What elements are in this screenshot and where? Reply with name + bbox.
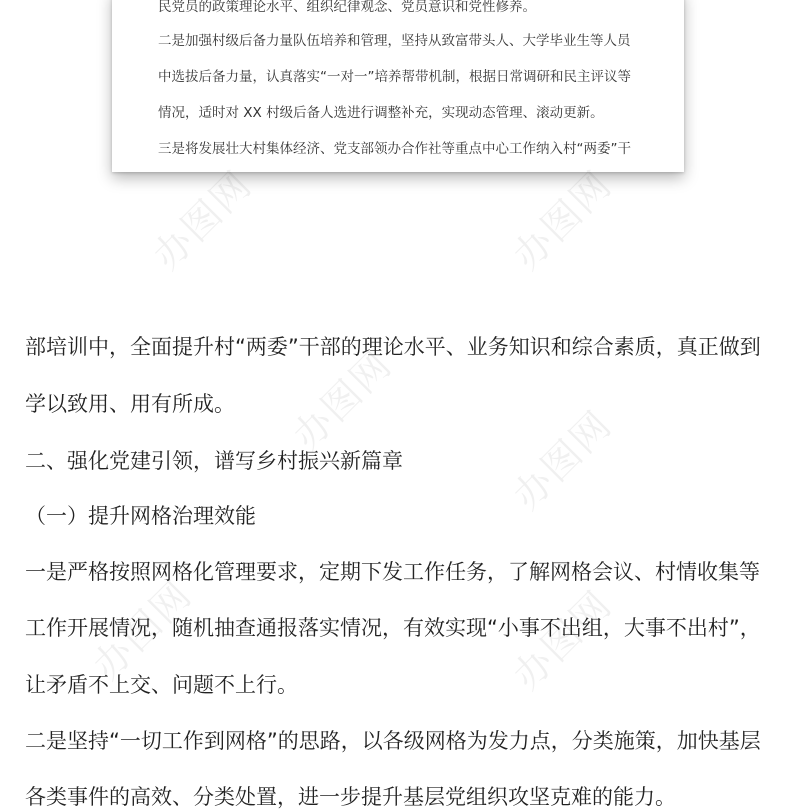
paragraph-line: 学以致用、用有所成。 [25, 392, 235, 416]
card-text-line: 中选拔后备力量，认真落实“一对一”培养帮带机制，根据日常调研和民主评议等 [158, 69, 631, 85]
watermark-text: 办图网 [504, 581, 621, 698]
paragraph-line: 部培训中，全面提升村“两委”干部的理论水平、业务知识和综合素质，真正做到 [25, 335, 761, 359]
paragraph-line: 工作开展情况，随机抽查通报落实情况，有效实现“小事不出组，大事不出村”， [25, 616, 761, 640]
subsection-heading: （一）提升网格治理效能 [25, 504, 256, 528]
section-heading: 二、强化党建引领，谱写乡村振兴新篇章 [25, 449, 403, 473]
paragraph-line: 一是严格按照网格化管理要求，定期下发工作任务，了解网格会议、村情收集等 [25, 560, 760, 584]
paragraph-line: 二是坚持“一切工作到网格”的思路，以各级网格为发力点，分类施策，加快基层 [25, 729, 761, 753]
card-text-line: 民党员的政策理论水平、组织纪律观念、党员意识和党性修养。 [158, 0, 536, 15]
watermark-text: 办图网 [504, 161, 621, 278]
document-preview-card [112, 0, 684, 172]
card-text-line: 三是将发展壮大村集体经济、党支部领办合作社等重点中心工作纳入村“两委”干 [158, 141, 631, 157]
watermark-text: 办图网 [144, 161, 261, 278]
card-text-line: 二是加强村级后备力量队伍培养和管理，坚持从致富带头人、大学毕业生等人员 [158, 33, 631, 49]
paragraph-line: 各类事件的高效、分类处置，进一步提升基层党组织攻坚克难的能力。 [25, 785, 676, 809]
card-text-line: 情况，适时对 XX 村级后备人选进行调整补充，实现动态管理、滚动更新。 [158, 105, 604, 121]
watermark-text: 办图网 [84, 571, 201, 688]
watermark-text: 办图网 [504, 401, 621, 518]
watermark-text: 办图网 [284, 341, 401, 458]
paragraph-line: 让矛盾不上交、问题不上行。 [25, 673, 298, 697]
